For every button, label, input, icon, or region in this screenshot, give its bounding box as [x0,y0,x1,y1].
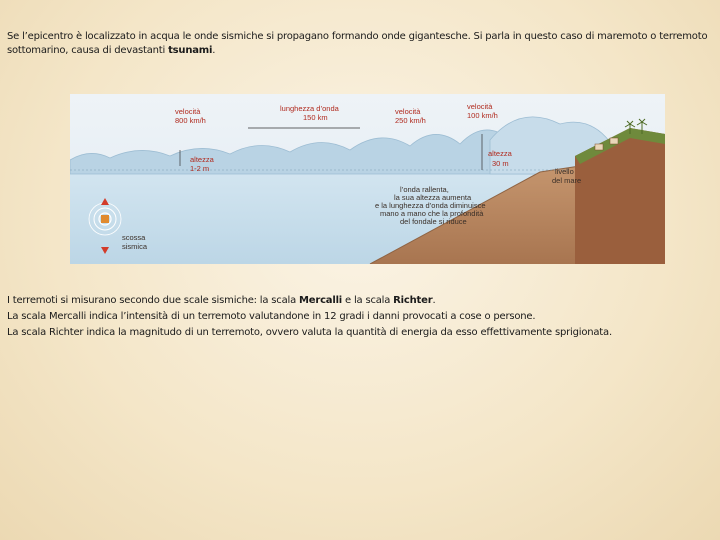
scales-line-1-before: I terremoti si misurano secondo due scale sismiche: la scala [7,295,300,306]
scales-line-1 [7,293,717,309]
speed1-label-b: 800 km/h [175,116,206,125]
slow-label-1: l’onda rallenta, [400,185,449,194]
speed1-label-a: velocità [175,107,201,116]
quake-label-a: scossa [122,233,146,242]
slow-label-5: del fondale si riduce [400,217,467,226]
sealevel-label-a: livello [555,167,574,176]
wavelength-label-b: 150 km [303,113,328,122]
slow-label-3: e la lunghezza d’onda diminuisce [375,201,486,210]
wavelength-label-a: lunghezza d’onda [280,104,339,113]
tsunami-diagram-svg [70,94,665,264]
intro-text [7,30,717,58]
height2-label-a: altezza [488,149,512,158]
speed3-label-b: 100 km/h [467,111,498,120]
scales-line-1-mid: e la scala [342,295,394,306]
height2-label-b: 30 m [492,159,509,168]
tsunami-diagram [70,94,665,264]
scales-line-1-after: . [432,295,436,306]
house-icon [610,138,618,144]
height1-label-b: 1-2 m [190,164,210,173]
intro-text-after: . [212,45,216,56]
slow-label-2: la sua altezza aumenta [394,193,472,202]
speed2-label-a: velocità [395,107,421,116]
slow-label-4: mano a mano che la profondità [380,209,484,218]
intro-bold-term: tsunami [168,45,213,56]
scales-paragraph [7,293,717,341]
intro-text-before: Se l’epicentro è localizzato in acqua le onde sismiche si propagano formando onde gigantesche. Si parla in questo caso di maremoto o terremoto sottomarino, causa di devastanti [7,31,708,56]
richter-term: Richter [393,295,433,306]
speed3-label-a: velocità [467,102,493,111]
mercalli-term: Mercalli [299,295,343,306]
scales-line-3: La scala Richter indica la magnitudo di un terremoto, ovvero valuta la quantità di energia da esso effettivamente sprigionata. [7,327,612,338]
scales-line-2: La scala Mercalli indica l’intensità di un terremoto valutandone in 12 gradi i danni provocati a cose o persone. [7,311,536,322]
sealevel-label-b: del mare [552,176,582,185]
quake-label-b: sismica [122,242,148,251]
height1-label-a: altezza [190,155,214,164]
house-icon [595,144,603,150]
speed2-label-b: 250 km/h [395,116,426,125]
intro-paragraph [7,30,717,58]
